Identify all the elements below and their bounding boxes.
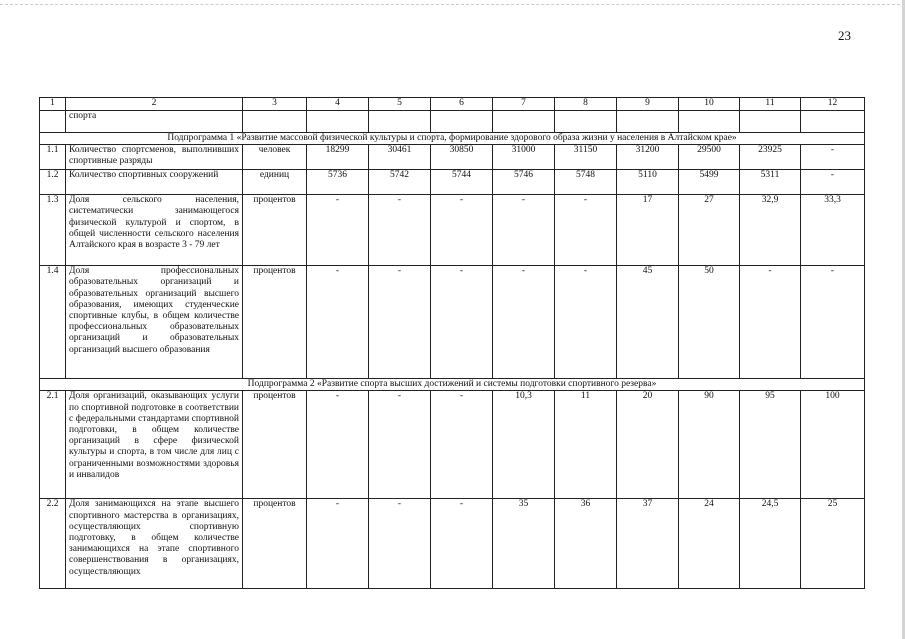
row-number: 1.4	[40, 266, 66, 379]
header-cell: 4	[307, 98, 369, 111]
value-cell: -	[307, 499, 369, 589]
value-cell: -	[369, 266, 431, 379]
value-cell: -	[493, 266, 555, 379]
value-cell: -	[307, 391, 369, 499]
indicator-name: Количество спортивных сооружений	[66, 170, 243, 195]
row-number: 1.1	[40, 145, 66, 170]
value-cell: 29500	[679, 145, 740, 170]
header-cell: 3	[243, 98, 307, 111]
indicator-name: Доля занимающихся на этапе высшего спортивного мастерства в организациях, осуществляющих спортивную подготовку, в общем количестве занимающихся на этапе спортивного совершенствования в организациях, осуществляющих	[66, 499, 243, 589]
header-cell: 10	[679, 98, 740, 111]
value-cell: 5499	[679, 170, 740, 195]
value-cell: 36	[555, 499, 617, 589]
subprogram-title: Подпрограмма 1 «Развитие массовой физической культуры и спорта, формирование здорового образа жизни у населения в Алтайском крае»	[40, 133, 865, 145]
value-cell: 5746	[493, 170, 555, 195]
value-cell: 27	[679, 195, 740, 266]
value-cell: 30850	[431, 145, 493, 170]
subprogram-title: Подпрограмма 2 «Развитие спорта высших достижений и системы подготовки спортивного резерва»	[40, 379, 865, 391]
value-cell: 10,3	[493, 391, 555, 499]
indicator-name: Доля организаций, оказывающих услуги по спортивной подготовке в соответствии с федеральными стандартами спортивной подготовки, в общем количестве организаций в сфере физической культуры и спорта, в том числе для лиц с ограниченными возможностями здоровья и инвалидов	[66, 391, 243, 499]
value-cell: -	[801, 170, 865, 195]
table-row	[40, 170, 865, 195]
unit-cell: процентов	[243, 266, 307, 379]
value-cell: 5744	[431, 170, 493, 195]
value-cell: 30461	[369, 145, 431, 170]
subprogram-row	[40, 379, 865, 391]
value-cell: -	[740, 266, 801, 379]
unit-cell: единиц	[243, 170, 307, 195]
indicator-table	[39, 97, 865, 589]
page-number: 23	[838, 28, 851, 43]
header-cell: 9	[617, 98, 679, 111]
value-cell: -	[431, 391, 493, 499]
value-cell: 50	[679, 266, 740, 379]
value-cell: 31150	[555, 145, 617, 170]
value-cell: 45	[617, 266, 679, 379]
value-cell: 24	[679, 499, 740, 589]
continuation-text: спорта	[66, 111, 243, 133]
value-cell: 5311	[740, 170, 801, 195]
value-cell: -	[307, 266, 369, 379]
value-cell: 31000	[493, 145, 555, 170]
value-cell: 95	[740, 391, 801, 499]
value-cell: 5736	[307, 170, 369, 195]
value-cell: 37	[617, 499, 679, 589]
value-cell: -	[431, 499, 493, 589]
subprogram-row	[40, 133, 865, 145]
value-cell: 32,9	[740, 195, 801, 266]
unit-cell: процентов	[243, 499, 307, 589]
value-cell: -	[801, 266, 865, 379]
header-cell: 2	[66, 98, 243, 111]
table-row	[40, 499, 865, 589]
header-row	[40, 98, 865, 111]
value-cell: 33,3	[801, 195, 865, 266]
value-cell: -	[307, 195, 369, 266]
value-cell: -	[369, 499, 431, 589]
header-cell: 8	[555, 98, 617, 111]
header-cell: 7	[493, 98, 555, 111]
value-cell: 100	[801, 391, 865, 499]
value-cell: 23925	[740, 145, 801, 170]
value-cell: 18299	[307, 145, 369, 170]
header-cell: 12	[801, 98, 865, 111]
unit-cell: процентов	[243, 391, 307, 499]
row-number: 2.1	[40, 391, 66, 499]
value-cell: -	[431, 266, 493, 379]
table-row	[40, 391, 865, 499]
row-number: 1.3	[40, 195, 66, 266]
value-cell: -	[369, 195, 431, 266]
indicator-name: Количество спортсменов, выполнивших спортивные разряды	[66, 145, 243, 170]
scan-artifact-line	[0, 4, 905, 5]
value-cell: -	[801, 145, 865, 170]
value-cell: -	[555, 195, 617, 266]
continuation-row	[40, 111, 865, 133]
header-cell: 1	[40, 98, 66, 111]
value-cell: 31200	[617, 145, 679, 170]
value-cell: 90	[679, 391, 740, 499]
value-cell: 5748	[555, 170, 617, 195]
table-row	[40, 266, 865, 379]
indicator-name: Доля сельского населения, систематически занимающегося физической культурой и спортом, в общей численности сельского населения Алтайского края в возрасте 3 - 79 лет	[66, 195, 243, 266]
value-cell: 5742	[369, 170, 431, 195]
value-cell: -	[431, 195, 493, 266]
value-cell: -	[555, 266, 617, 379]
unit-cell: процентов	[243, 195, 307, 266]
unit-cell: человек	[243, 145, 307, 170]
row-number: 1.2	[40, 170, 66, 195]
row-number: 2.2	[40, 499, 66, 589]
header-cell: 6	[431, 98, 493, 111]
value-cell: -	[369, 391, 431, 499]
value-cell: 25	[801, 499, 865, 589]
value-cell: 5110	[617, 170, 679, 195]
value-cell: 24,5	[740, 499, 801, 589]
value-cell: 11	[555, 391, 617, 499]
value-cell: 35	[493, 499, 555, 589]
indicator-name: Доля профессиональных образовательных организаций и образовательных организаций высшего образования, имеющих студенческие спортивные клубы, в общем количестве профессиональных образовательных организаций и образовательных организаций высшего образования	[66, 266, 243, 379]
table-row	[40, 195, 865, 266]
header-cell: 5	[369, 98, 431, 111]
value-cell: 17	[617, 195, 679, 266]
table-row	[40, 145, 865, 170]
value-cell: 20	[617, 391, 679, 499]
value-cell: -	[493, 195, 555, 266]
header-cell: 11	[740, 98, 801, 111]
